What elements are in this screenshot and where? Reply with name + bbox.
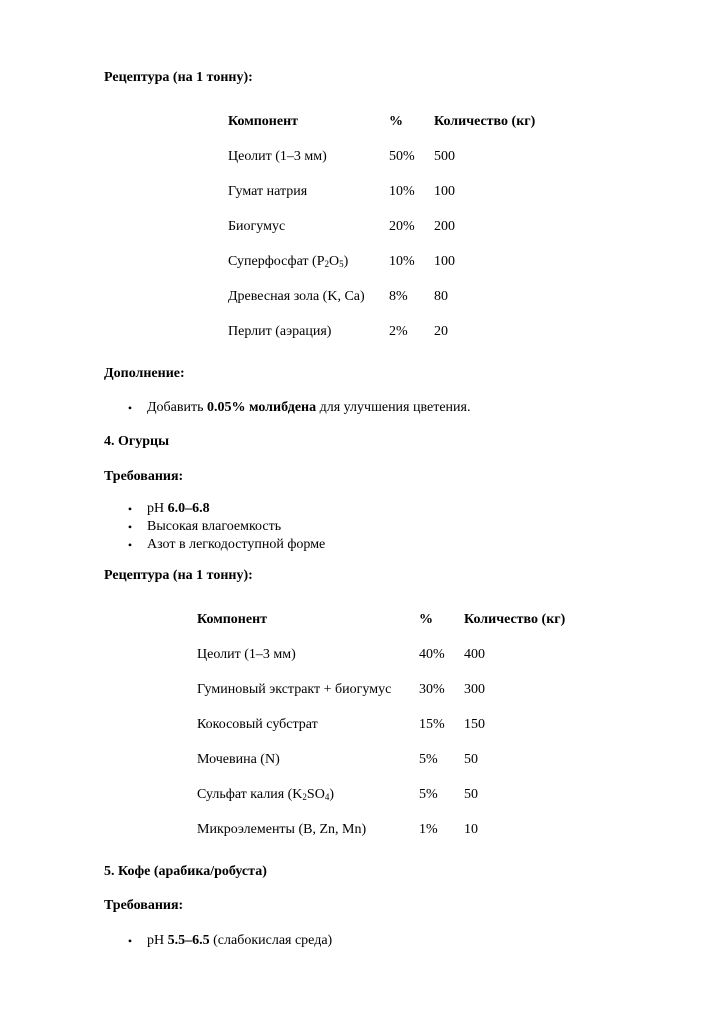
- cell-component: Микроэлементы (B, Zn, Mn): [197, 821, 367, 837]
- bullet-icon: •: [127, 934, 133, 948]
- bullet-icon: •: [127, 520, 133, 534]
- cell-component: Гумат натрия: [228, 183, 308, 199]
- cell-percent: 2%: [389, 323, 408, 339]
- cell-component: Цеолит (1–3 мм): [228, 148, 327, 164]
- item-text: pH: [147, 933, 168, 948]
- column-header-component: Компонент: [197, 611, 268, 627]
- subscript: 2: [302, 791, 307, 802]
- item-text: (слабокислая среда): [209, 933, 333, 948]
- subscript: 5: [339, 258, 344, 269]
- table-row: [228, 279, 554, 314]
- requirements-list-coffee: [125, 932, 332, 950]
- table-row: [228, 244, 554, 279]
- requirements-heading-cucumbers: Требования:: [104, 469, 184, 484]
- item-bold-text: 6.0–6.8: [167, 501, 210, 516]
- cell-percent: 10%: [389, 253, 415, 269]
- item-text: Высокая влагоемкость: [147, 519, 282, 534]
- section-title-coffee: 5. Кофе (арабика/робуста): [104, 864, 267, 879]
- cell-component: Кокосовый субстрат: [197, 716, 318, 732]
- column-header-percent: %: [389, 113, 403, 129]
- cell-component: Мочевина (N): [197, 751, 280, 767]
- bullet-icon: •: [127, 401, 133, 415]
- recipe-heading-2: Рецептура (на 1 тонну):: [104, 568, 253, 583]
- cell-quantity: 500: [434, 148, 455, 164]
- column-header-quantity: Количество (кг): [434, 113, 536, 129]
- cell-percent: 40%: [419, 646, 445, 662]
- component-text: Сульфат калия (K: [197, 786, 303, 802]
- table-row: [228, 209, 554, 244]
- cell-quantity: 400: [464, 646, 485, 662]
- list-item: [125, 500, 325, 518]
- cell-component: Цеолит (1–3 мм): [197, 646, 296, 662]
- cell-quantity: 20: [434, 323, 448, 339]
- cell-percent: 20%: [389, 218, 415, 234]
- cell-component: [228, 244, 389, 279]
- cell-quantity: 80: [434, 288, 448, 304]
- table-row: [197, 777, 584, 812]
- list-item: [125, 518, 325, 536]
- cell-percent: 15%: [419, 716, 445, 732]
- table-header-row: [197, 602, 584, 637]
- table-row: [197, 812, 584, 847]
- addition-heading: Дополнение:: [104, 366, 185, 381]
- bullet-icon: •: [127, 538, 133, 552]
- item-text: Азот в легкодоступной форме: [147, 537, 326, 552]
- item-bold-text: 0.05% молибдена: [207, 400, 317, 415]
- table-header-row: [228, 104, 554, 139]
- cell-quantity: 300: [464, 681, 485, 697]
- cell-quantity: 200: [434, 218, 455, 234]
- list-item: [125, 536, 325, 554]
- cell-quantity: 10: [464, 821, 478, 837]
- cell-percent: 10%: [389, 183, 415, 199]
- cell-quantity: 50: [464, 751, 478, 767]
- table-row: [197, 672, 584, 707]
- cell-quantity: 50: [464, 786, 478, 802]
- component-text: Суперфосфат (P: [228, 253, 325, 269]
- list-item: [125, 399, 470, 417]
- item-bold-text: 5.5–6.5: [167, 933, 210, 948]
- recipe-heading-1: Рецептура (на 1 тонну):: [104, 70, 253, 85]
- subscript: 4: [324, 791, 330, 802]
- column-header-component: Компонент: [228, 113, 299, 129]
- cell-percent: 5%: [419, 751, 438, 767]
- recipe-table-1: [228, 104, 554, 349]
- cell-percent: 30%: [419, 681, 445, 697]
- item-text: pH: [147, 501, 168, 516]
- cell-quantity: 100: [434, 183, 455, 199]
- cell-component: Биогумус: [228, 218, 286, 234]
- cell-component: [197, 777, 419, 812]
- cell-percent: 1%: [419, 821, 438, 837]
- column-header-percent: %: [419, 611, 433, 627]
- cell-component: Гуминовый экстракт + биогумус: [197, 681, 392, 697]
- table-row: [228, 314, 554, 349]
- cell-quantity: 100: [434, 253, 455, 269]
- table-row: [228, 174, 554, 209]
- column-header-quantity: Количество (кг): [464, 611, 566, 627]
- bullet-icon: •: [127, 502, 133, 516]
- cell-quantity: 150: [464, 716, 485, 732]
- requirements-list-cucumbers: [125, 500, 325, 554]
- recipe-table-2: [197, 602, 584, 847]
- cell-percent: 8%: [389, 288, 408, 304]
- table-row: [228, 139, 554, 174]
- component-text: SO: [306, 786, 325, 802]
- cell-percent: 5%: [419, 786, 438, 802]
- item-text: для улучшения цветения.: [316, 400, 471, 415]
- list-item: [125, 932, 332, 950]
- addition-list: [125, 399, 470, 417]
- subscript: 2: [324, 258, 329, 269]
- table-row: [197, 637, 584, 672]
- cell-component: Перлит (аэрация): [228, 323, 332, 339]
- cell-percent: 50%: [389, 148, 415, 164]
- requirements-heading-coffee: Требования:: [104, 898, 184, 913]
- component-text: O: [329, 253, 340, 269]
- component-text: ): [343, 253, 349, 269]
- table-row: [197, 742, 584, 777]
- item-text: Добавить: [147, 400, 207, 415]
- section-title-cucumbers: 4. Огурцы: [104, 434, 170, 449]
- component-text: ): [329, 786, 334, 802]
- cell-component: Древесная зола (K, Ca): [228, 288, 365, 304]
- table-row: [197, 707, 584, 742]
